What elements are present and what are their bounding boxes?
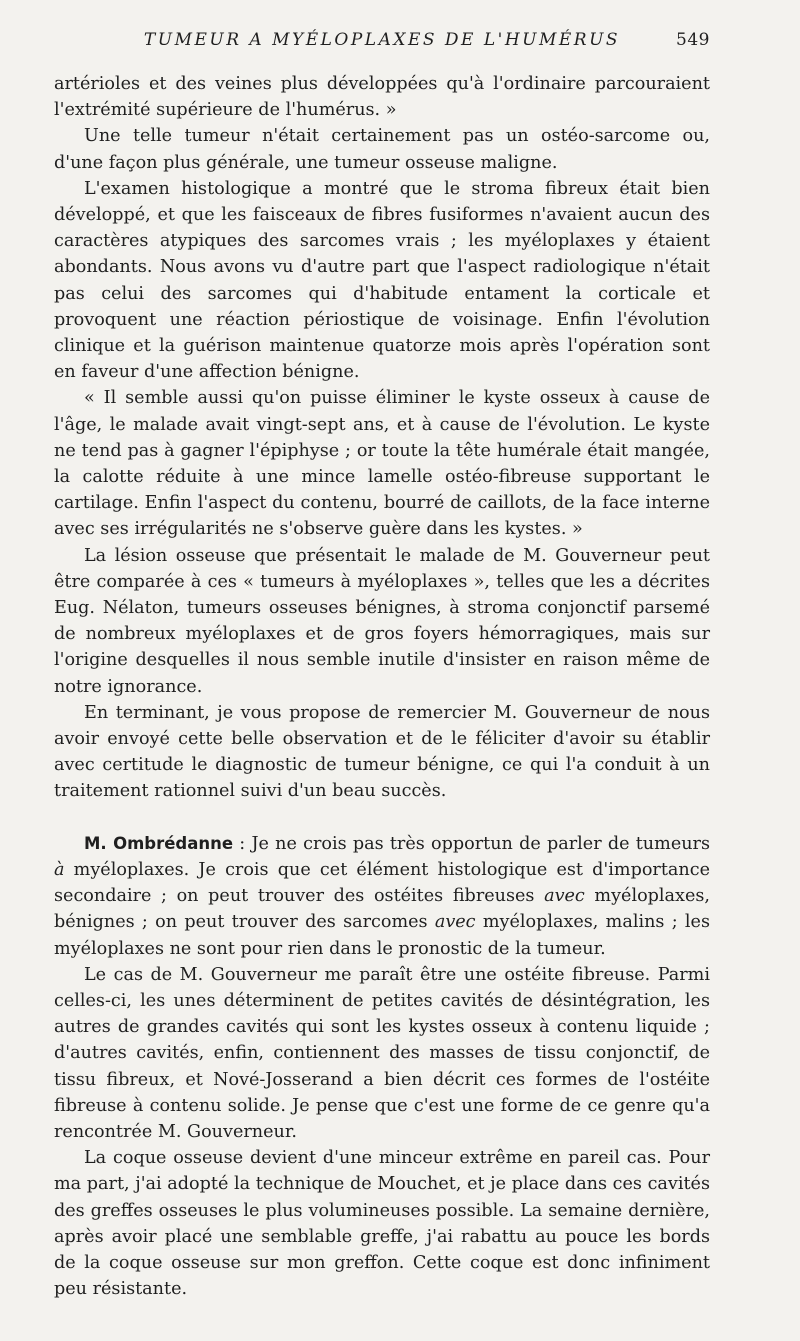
paragraph-3: L'examen histologique a montré que le stroma fibreux était bien développé, et que les faisceaux de fibres fusiformes n'avaient aucun des caractères atypiques des sarcomes vrais ; les myéloplaxes y étaient abondants. Nous avons vu d'autre part que l'aspect radiologique n'était pas celui des sarcomes qui d'habitude entament la corticale et provoquent une réaction périostique de voisinage. Enfin l'évolution clinique et la guérison maintenue quatorze mois après l'opération sont en faveur d'une affection bénigne. [54,178,710,383]
paragraph-4: « Il semble aussi qu'on puisse éliminer le kyste osseux à cause de l'âge, le malade avait vingt-sept ans, et à cause de l'évolution. Le kyste ne tend pas à gagner l'épiphyse ; or toute la tête humérale était mangée, la calotte réduite à une mince lamelle ostéo-fibreuse supportant le cartilage. Enfin l'aspect du contenu, bourré de caillots, de la face interne avec ses irrégularités ne s'observe guère dans les kystes. » [54,388,710,540]
paragraph-7-text-3: myéloplaxes, bénignes ; on peut trouver des sarcomes [54,886,710,933]
paragraph-7-italic-2: avec [544,886,585,907]
paragraph-9: La coque osseuse devient d'une minceur extrême en pareil cas. Pour ma part, j'ai adopté la technique de Mouchet, et je place dans ces cavités des greffes osseuses le plus volumineuses possible. La semaine dernière, après avoir placé une semblable greffe, j'ai rabattu au pouce les bords de la coque osseuse sur mon greffon. Cette coque est donc infiniment peu résistante. [54,1148,710,1300]
paragraph-2: Une telle tumeur n'était certainement pas un ostéo-sarcome ou, d'une façon plus générale, une tumeur osseuse maligne. [54,126,710,173]
running-title: TUMEUR A MYÉLOPLAXES DE L'HUMÉRUS [143,30,621,50]
speaker-name: M. Ombrédanne [84,833,234,853]
page-body [54,71,710,1302]
paragraph-8: Le cas de M. Gouverneur me paraît être une ostéite fibreuse. Parmi celles-ci, les unes déterminent de petites cavités de désintégration, les autres de grandes cavités qui sont les kystes osseux à contenu liquide ; d'autres cavités, enfin, contiennent des masses de tissu conjonctif, de tissu fibreux, et Nové-Josserand a bien décrit ces formes de l'ostéite fibreuse à contenu solide. Je pense que c'est une forme de ce genre qu'a rencontrée M. Gouverneur. [54,964,710,1142]
page-header [54,28,710,52]
paragraph-7-text-1: : Je ne crois pas très opportun de parler de tumeurs [233,833,710,854]
paragraph-6: En terminant, je vous propose de remercier M. Gouverneur de nous avoir envoyé cette belle observation et de le féliciter d'avoir su établir avec certitude le diagnostic de tumeur bénigne, ce qui l'a conduit à un traitement rationnel suivi d'un beau succès. [54,702,710,802]
paragraph-7-text-2: myéloplaxes. Je crois que cet élément histologique est d'importance secondaire ; on peut trouver des ostéites fibreuses [54,859,710,907]
paragraph-1: artérioles et des veines plus développées qu'à l'ordinaire parcouraient l'extrémité supérieure de l'humérus. » [54,74,710,121]
paragraph-7-text-4: myéloplaxes, malins ; les myéloplaxes ne sont pour rien dans le pronostic de la tumeur. [54,912,710,959]
paragraph-7-italic-3: avec [434,912,476,933]
paragraph-5: La lésion osseuse que présentait le malade de M. Gouverneur peut être comparée à ces « tumeurs à myéloplaxes », telles que les a décrites Eug. Nélaton, tumeurs osseuses bénignes, à stroma conjonctif parsemé de nombreux myéloplaxes et de gros foyers hémorragiques, mais sur l'origine desquelles il nous semble inutile d'insister en raison même de notre ignorance. [54,545,710,697]
page-number: 549 [676,30,710,50]
paragraph-7 [54,831,710,962]
paragraph-7-italic-1: à [54,859,65,880]
